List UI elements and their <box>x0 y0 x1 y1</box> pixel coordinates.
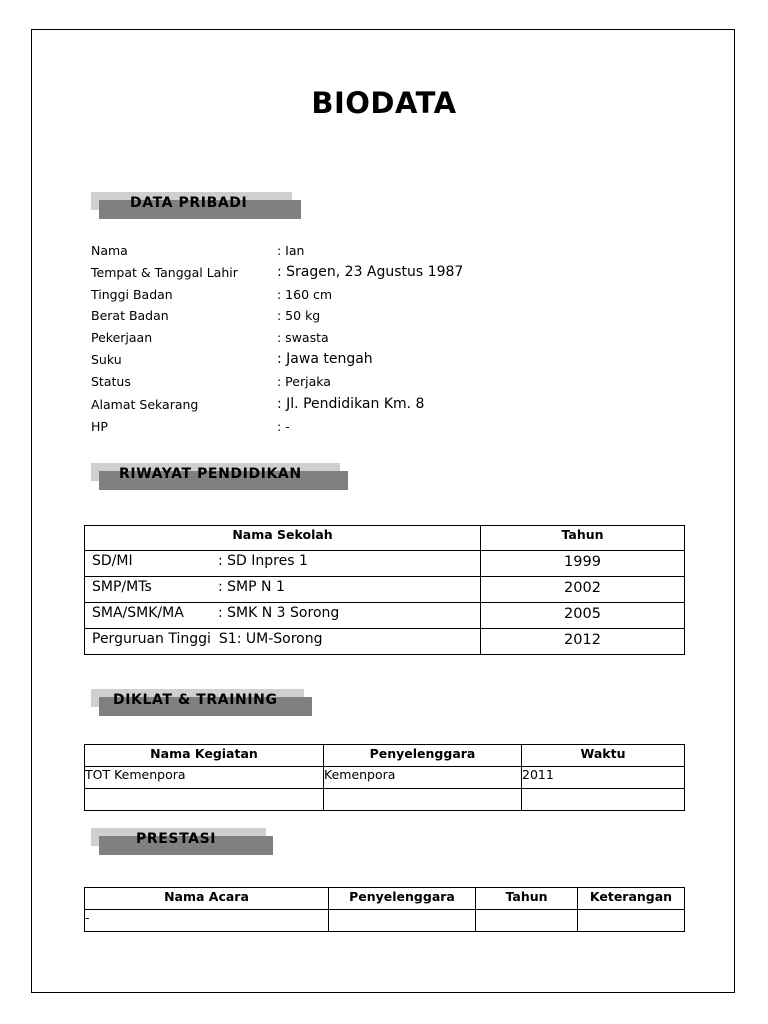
field-label: HP <box>91 419 108 434</box>
personal-row <box>91 330 691 352</box>
column-header: Penyelenggara <box>324 745 522 767</box>
field-label: Pekerjaan <box>91 330 153 345</box>
field-value: : swasta <box>277 330 329 345</box>
field-label: Nama <box>91 243 128 258</box>
personal-row <box>91 287 691 309</box>
field-value: : Sragen, 23 Agustus 1987 <box>277 264 464 280</box>
personal-row <box>91 243 691 265</box>
section-header-achievement <box>91 828 275 858</box>
personal-row <box>91 419 691 441</box>
school-name: S1: UM-Sorong <box>218 631 323 647</box>
field-label: Suku <box>91 352 122 367</box>
table-cell: TOT Kemenpora <box>85 767 324 789</box>
page-title: BIODATA <box>311 86 457 120</box>
school-cell <box>85 577 481 603</box>
school-cell <box>85 629 481 655</box>
column-header: Nama Acara <box>85 888 329 910</box>
field-value: : Perjaka <box>277 374 331 389</box>
school-name: : SMK N 3 Sorong <box>218 605 340 621</box>
table-row <box>85 629 685 655</box>
school-name: : SD Inpres 1 <box>218 553 308 569</box>
school-level: SMA/SMK/MA <box>92 605 184 621</box>
personal-row <box>91 265 691 287</box>
table-cell <box>578 910 685 932</box>
section-header-education <box>91 463 351 493</box>
school-name: : SMP N 1 <box>218 579 285 595</box>
education-table <box>84 525 685 655</box>
column-header: Nama Kegiatan <box>85 745 324 767</box>
year-cell: 2012 <box>481 629 685 655</box>
achievement-table <box>84 887 685 932</box>
school-level: SD/MI <box>92 553 133 569</box>
table-row <box>85 789 685 811</box>
table-cell <box>85 789 324 811</box>
school-level: Perguruan Tinggi <box>92 631 211 647</box>
column-header: Keterangan <box>578 888 685 910</box>
column-header: Nama Sekolah <box>85 526 481 551</box>
school-cell <box>85 551 481 577</box>
column-header: Tahun <box>476 888 578 910</box>
table-cell: 2011 <box>522 767 685 789</box>
table-cell: - <box>85 910 329 932</box>
table-row <box>85 551 685 577</box>
table-cell <box>522 789 685 811</box>
section-title-achievement: PRESTASI <box>136 831 217 843</box>
table-row <box>85 603 685 629</box>
table-cell <box>324 789 522 811</box>
field-value: : Jawa tengah <box>277 351 373 367</box>
field-label: Berat Badan <box>91 308 169 323</box>
table-row <box>85 910 685 932</box>
table-row <box>85 577 685 603</box>
column-header: Penyelenggara <box>329 888 476 910</box>
table-cell: Kemenpora <box>324 767 522 789</box>
field-label: Alamat Sekarang <box>91 397 199 412</box>
personal-row <box>91 397 691 419</box>
table-cell <box>329 910 476 932</box>
school-cell <box>85 603 481 629</box>
training-table <box>84 744 685 811</box>
personal-row <box>91 308 691 330</box>
field-value: : 160 cm <box>277 287 333 302</box>
field-value: : 50 kg <box>277 308 321 323</box>
table-cell <box>476 910 578 932</box>
field-label: Status <box>91 374 131 389</box>
column-header: Tahun <box>481 526 685 551</box>
field-value: : - <box>277 419 290 434</box>
year-cell: 1999 <box>481 551 685 577</box>
field-value: : Ian <box>277 243 305 258</box>
field-label: Tinggi Badan <box>91 287 173 302</box>
field-label: Tempat & Tanggal Lahir <box>91 265 238 280</box>
section-title-education: RIWAYAT PENDIDIKAN <box>119 466 302 478</box>
section-title-personal: DATA PRIBADI <box>130 195 248 207</box>
field-value: : Jl. Pendidikan Km. 8 <box>277 396 425 412</box>
section-header-personal <box>91 192 303 222</box>
personal-row <box>91 352 691 374</box>
section-header-training <box>91 689 315 719</box>
year-cell: 2005 <box>481 603 685 629</box>
table-row <box>85 767 685 789</box>
school-level: SMP/MTs <box>92 579 152 595</box>
personal-row <box>91 374 691 396</box>
section-title-training: DIKLAT & TRAINING <box>113 692 278 704</box>
column-header: Waktu <box>522 745 685 767</box>
year-cell: 2002 <box>481 577 685 603</box>
